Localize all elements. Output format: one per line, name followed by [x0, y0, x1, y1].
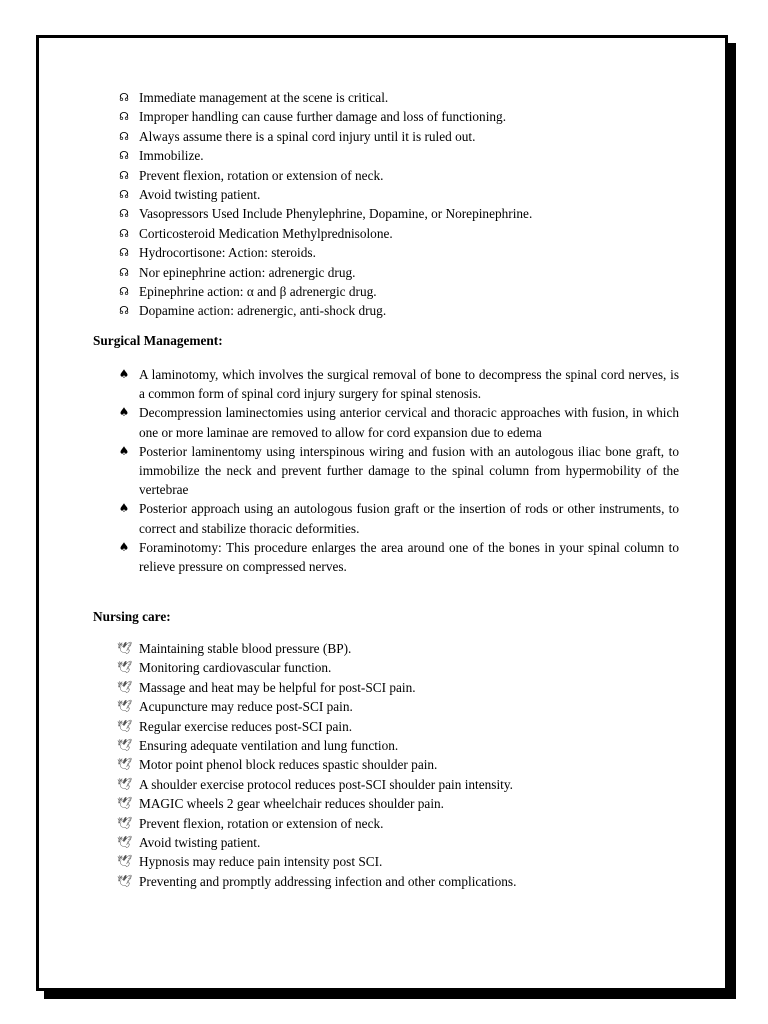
list-item-text: Preventing and promptly addressing infection and other complications. [139, 873, 517, 889]
spade-icon: ♠ [118, 443, 130, 458]
headphones-icon: ☊ [119, 110, 129, 124]
list-item-text: Immediate management at the scene is critical. [139, 90, 389, 105]
dove-icon: 🕊 [117, 776, 133, 791]
list-item-text: Monitoring cardiovascular function. [139, 660, 332, 676]
list-item-text: Vasopressors Used Include Phenylephrine, Dopamine, or Norepinephrine. [139, 206, 533, 222]
list-item [117, 204, 697, 223]
headphones-icon: ☊ [119, 149, 129, 163]
dove-icon: 🕊 [117, 699, 133, 714]
list-item [117, 146, 697, 165]
surgical-management-heading: Surgical Management: [93, 333, 223, 348]
dove-icon: 🕊 [117, 854, 133, 869]
headphones-icon: ☊ [119, 91, 129, 104]
dove-icon: 🕊 [117, 815, 133, 830]
headphones-icon: ☊ [119, 304, 129, 318]
list-item [117, 403, 679, 441]
list-item-text: Dopamine action: adrenergic, anti-shock drug. [139, 303, 387, 319]
list-item-text: Maintaining stable blood pressure (BP). [139, 641, 352, 656]
dove-icon: 🕊 [117, 757, 133, 772]
list-item [117, 775, 697, 794]
list-item [117, 224, 697, 243]
list-item [117, 107, 697, 126]
list-item-text: Posterior approach using an autologous fusion graft or the insertion of rods or other instruments, to correct and stabilize thoracic deformities. [139, 501, 679, 536]
list-item [117, 658, 697, 677]
list-item [117, 499, 679, 537]
list-item [117, 166, 697, 185]
dove-icon: 🕊 [117, 641, 133, 655]
surgical-management-list [117, 365, 679, 576]
headphones-icon: ☊ [119, 207, 129, 221]
list-item-text: Posterior laminentomy using interspinous wiring and fusion with an autologous iliac bone graft, to immobilize the neck and prevent further damage to the spinal column from hypermobility of the vertebrae [139, 443, 679, 498]
list-item-text: A laminotomy, which involves the surgical removal of bone to decompress the spinal cord nerves, is a common form of spinal cord injury surgery for spinal stenosis. [139, 367, 679, 402]
list-item [117, 697, 697, 716]
list-item-text: Foraminotomy: This procedure enlarges the area around one of the bones in your spinal column to relieve pressure on compressed nerves. [139, 539, 679, 575]
list-item [117, 639, 697, 658]
list-item [117, 263, 697, 282]
headphones-icon: ☊ [119, 284, 129, 298]
dove-icon: 🕊 [117, 737, 133, 752]
headphones-icon: ☊ [119, 265, 129, 279]
list-item-text: Always assume there is a spinal cord injury until it is ruled out. [139, 128, 476, 144]
page-content [39, 38, 725, 988]
list-item-text: Corticosteroid Medication Methylprednisolone. [139, 225, 393, 241]
list-item [117, 794, 697, 813]
list-item-text: Avoid twisting patient. [139, 834, 261, 850]
list-item [117, 538, 679, 576]
list-item-text: Prevent flexion, rotation or extension of neck. [139, 815, 384, 831]
list-item-text: MAGIC wheels 2 gear wheelchair reduces shoulder pain. [139, 796, 444, 812]
list-item [117, 833, 697, 852]
dove-icon: 🕊 [117, 873, 133, 888]
list-item [117, 185, 697, 204]
list-item [117, 127, 697, 146]
list-item [117, 814, 697, 833]
list-item [117, 872, 697, 891]
list-item [117, 243, 697, 262]
dove-icon: 🕊 [117, 679, 133, 694]
headphones-icon: ☊ [119, 129, 129, 143]
headphones-icon: ☊ [119, 168, 129, 182]
headphones-icon: ☊ [119, 246, 129, 260]
spade-icon: ♠ [118, 501, 130, 516]
list-item [117, 755, 697, 774]
dove-icon: 🕊 [117, 660, 133, 675]
list-item-text: Hypnosis may reduce pain intensity post SCI. [139, 854, 383, 870]
list-item-text: Epinephrine action: α and β adrenergic drug. [139, 283, 377, 299]
list-item-text: Avoid twisting patient. [139, 186, 261, 202]
emergency-management-list [117, 88, 697, 321]
dove-icon: 🕊 [117, 718, 133, 733]
list-item-text: Immobilize. [139, 148, 204, 164]
dove-icon: 🕊 [117, 834, 133, 849]
list-item-text: Nor epinephrine action: adrenergic drug. [139, 264, 356, 280]
list-item [117, 678, 697, 697]
spade-icon: ♠ [118, 367, 130, 381]
nursing-care-heading: Nursing care: [93, 609, 171, 624]
list-item-text: Decompression laminectomies using anterior cervical and thoracic approaches with fusion, in which one or more laminae are removed to allow for cord expansion due to edema [139, 405, 679, 440]
list-item-text: Hydrocortisone: Action: steroids. [139, 245, 316, 261]
list-item [117, 717, 697, 736]
list-item [117, 365, 679, 403]
list-item [117, 301, 697, 320]
list-item [117, 282, 697, 301]
headphones-icon: ☊ [119, 226, 129, 240]
list-item-text: Ensuring adequate ventilation and lung function. [139, 737, 399, 753]
list-item-text: Regular exercise reduces post-SCI pain. [139, 718, 353, 734]
list-item [117, 88, 697, 107]
list-item-text: Acupuncture may reduce post-SCI pain. [139, 699, 353, 715]
list-item-text: Massage and heat may be helpful for post-SCI pain. [139, 679, 416, 695]
list-item-text: Improper handling can cause further damage and loss of functioning. [139, 109, 507, 125]
page-border [36, 35, 728, 991]
list-item-text: Prevent flexion, rotation or extension of neck. [139, 167, 384, 183]
list-item [117, 852, 697, 871]
spade-icon: ♠ [118, 405, 130, 420]
list-item [117, 736, 697, 755]
list-item-text: A shoulder exercise protocol reduces post-SCI shoulder pain intensity. [139, 776, 513, 792]
dove-icon: 🕊 [117, 796, 133, 811]
nursing-care-list [117, 639, 697, 891]
list-item [117, 442, 679, 500]
list-item-text: Motor point phenol block reduces spastic shoulder pain. [139, 757, 438, 773]
headphones-icon: ☊ [119, 187, 129, 201]
spade-icon: ♠ [118, 539, 130, 554]
